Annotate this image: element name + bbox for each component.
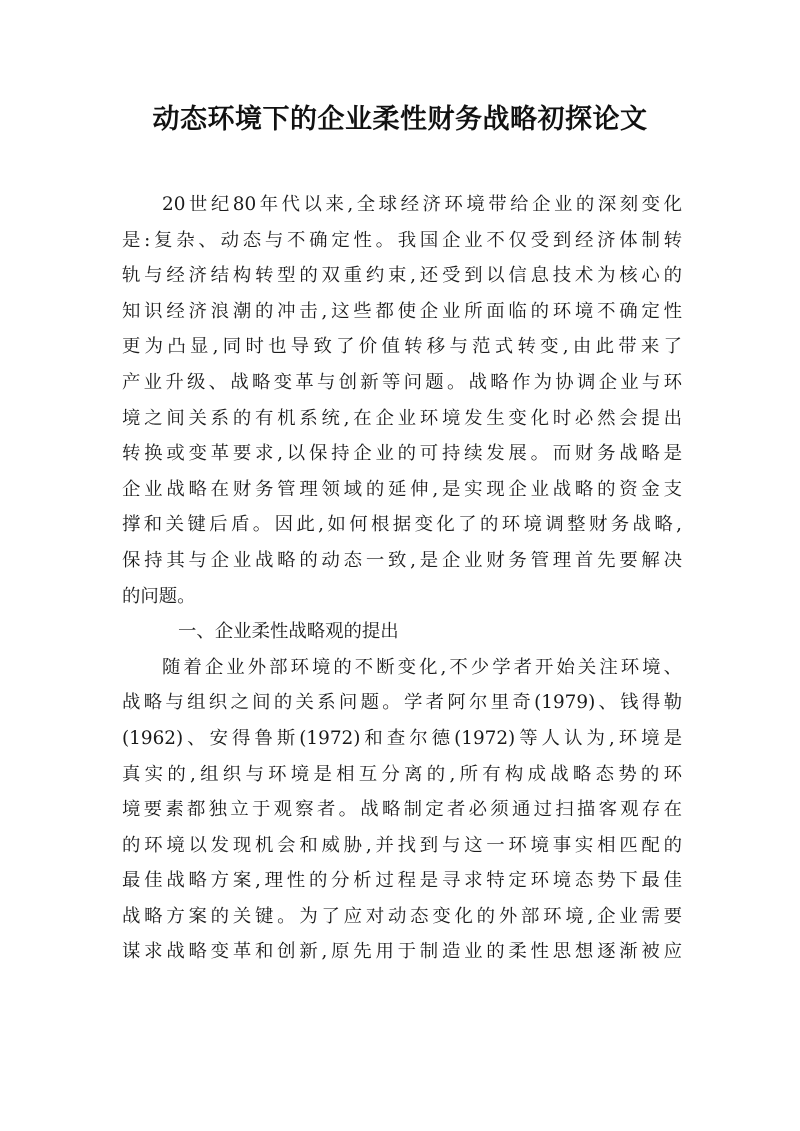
- document-body: [122, 187, 682, 970]
- section-heading: 一、企业柔性战略观的提出: [178, 621, 399, 643]
- paragraph-2-line-5: 境要素都独立于观察者。战略制定者必须通过扫描客观存在: [122, 799, 682, 821]
- paragraph-1-line-3: 轨与经济结构转型的双重约束,还受到以信息技术为核心的: [122, 265, 682, 287]
- paragraph-1-line-5: 更为凸显,同时也导致了价值转移与范式转变,由此带来了: [122, 336, 682, 358]
- paragraph-1-line-6: 产业升级、战略变革与创新等问题。战略作为协调企业与环: [122, 371, 682, 393]
- paragraph-1-line-4: 知识经济浪潮的冲击,这些都使企业所面临的环境不确定性: [122, 300, 682, 322]
- paragraph-1-line-8: 转换或变革要求,以保持企业的可持续发展。而财务战略是: [122, 443, 682, 465]
- paragraph-1-line-7: 境之间关系的有机系统,在企业环境发生变化时必然会提出: [122, 407, 682, 429]
- paragraph-2-line-9: 谋求战略变革和创新,原先用于制造业的柔性思想逐渐被应: [122, 941, 682, 963]
- paragraph-1-line-9: 企业战略在财务管理领域的延伸,是实现企业战略的资金支: [122, 478, 682, 500]
- paragraph-2-line-4: 真实的,组织与环境是相互分离的,所有构成战略态势的环: [122, 763, 682, 785]
- paragraph-1-line-10: 撑和关键后盾。因此,如何根据变化了的环境调整财务战略,: [122, 514, 682, 536]
- paragraph-1-line-2: 是:复杂、动态与不确定性。我国企业不仅受到经济体制转: [122, 229, 682, 251]
- paragraph-2-line-3: (1962)、安得鲁斯(1972)和查尔德(1972)等人认为,环境是: [122, 727, 682, 749]
- paragraph-2-line-6: 的环境以发现机会和威胁,并找到与这一环境事实相匹配的: [122, 834, 682, 856]
- paragraph-2-line-7: 最佳战略方案,理性的分析过程是寻求特定环境态势下最佳: [122, 870, 682, 892]
- paragraph-1-line-11: 保持其与企业战略的动态一致,是企业财务管理首先要解决: [122, 549, 682, 571]
- paragraph-1-line-1: 20世纪80年代以来,全球经济环境带给企业的深刻变化: [162, 194, 682, 215]
- document-title: 动态环境下的企业柔性财务战略初探论文: [152, 104, 648, 135]
- paragraph-2-line-1: 随着企业外部环境的不断变化,不少学者开始关注环境、: [162, 656, 682, 678]
- paragraph-2-line-8: 战略方案的关键。为了应对动态变化的外部环境,企业需要: [122, 905, 682, 927]
- paragraph-1-line-12: 的问题。: [122, 585, 196, 607]
- paragraph-2-line-2: 战略与组织之间的关系问题。学者阿尔里奇(1979)、钱得勒: [122, 692, 682, 714]
